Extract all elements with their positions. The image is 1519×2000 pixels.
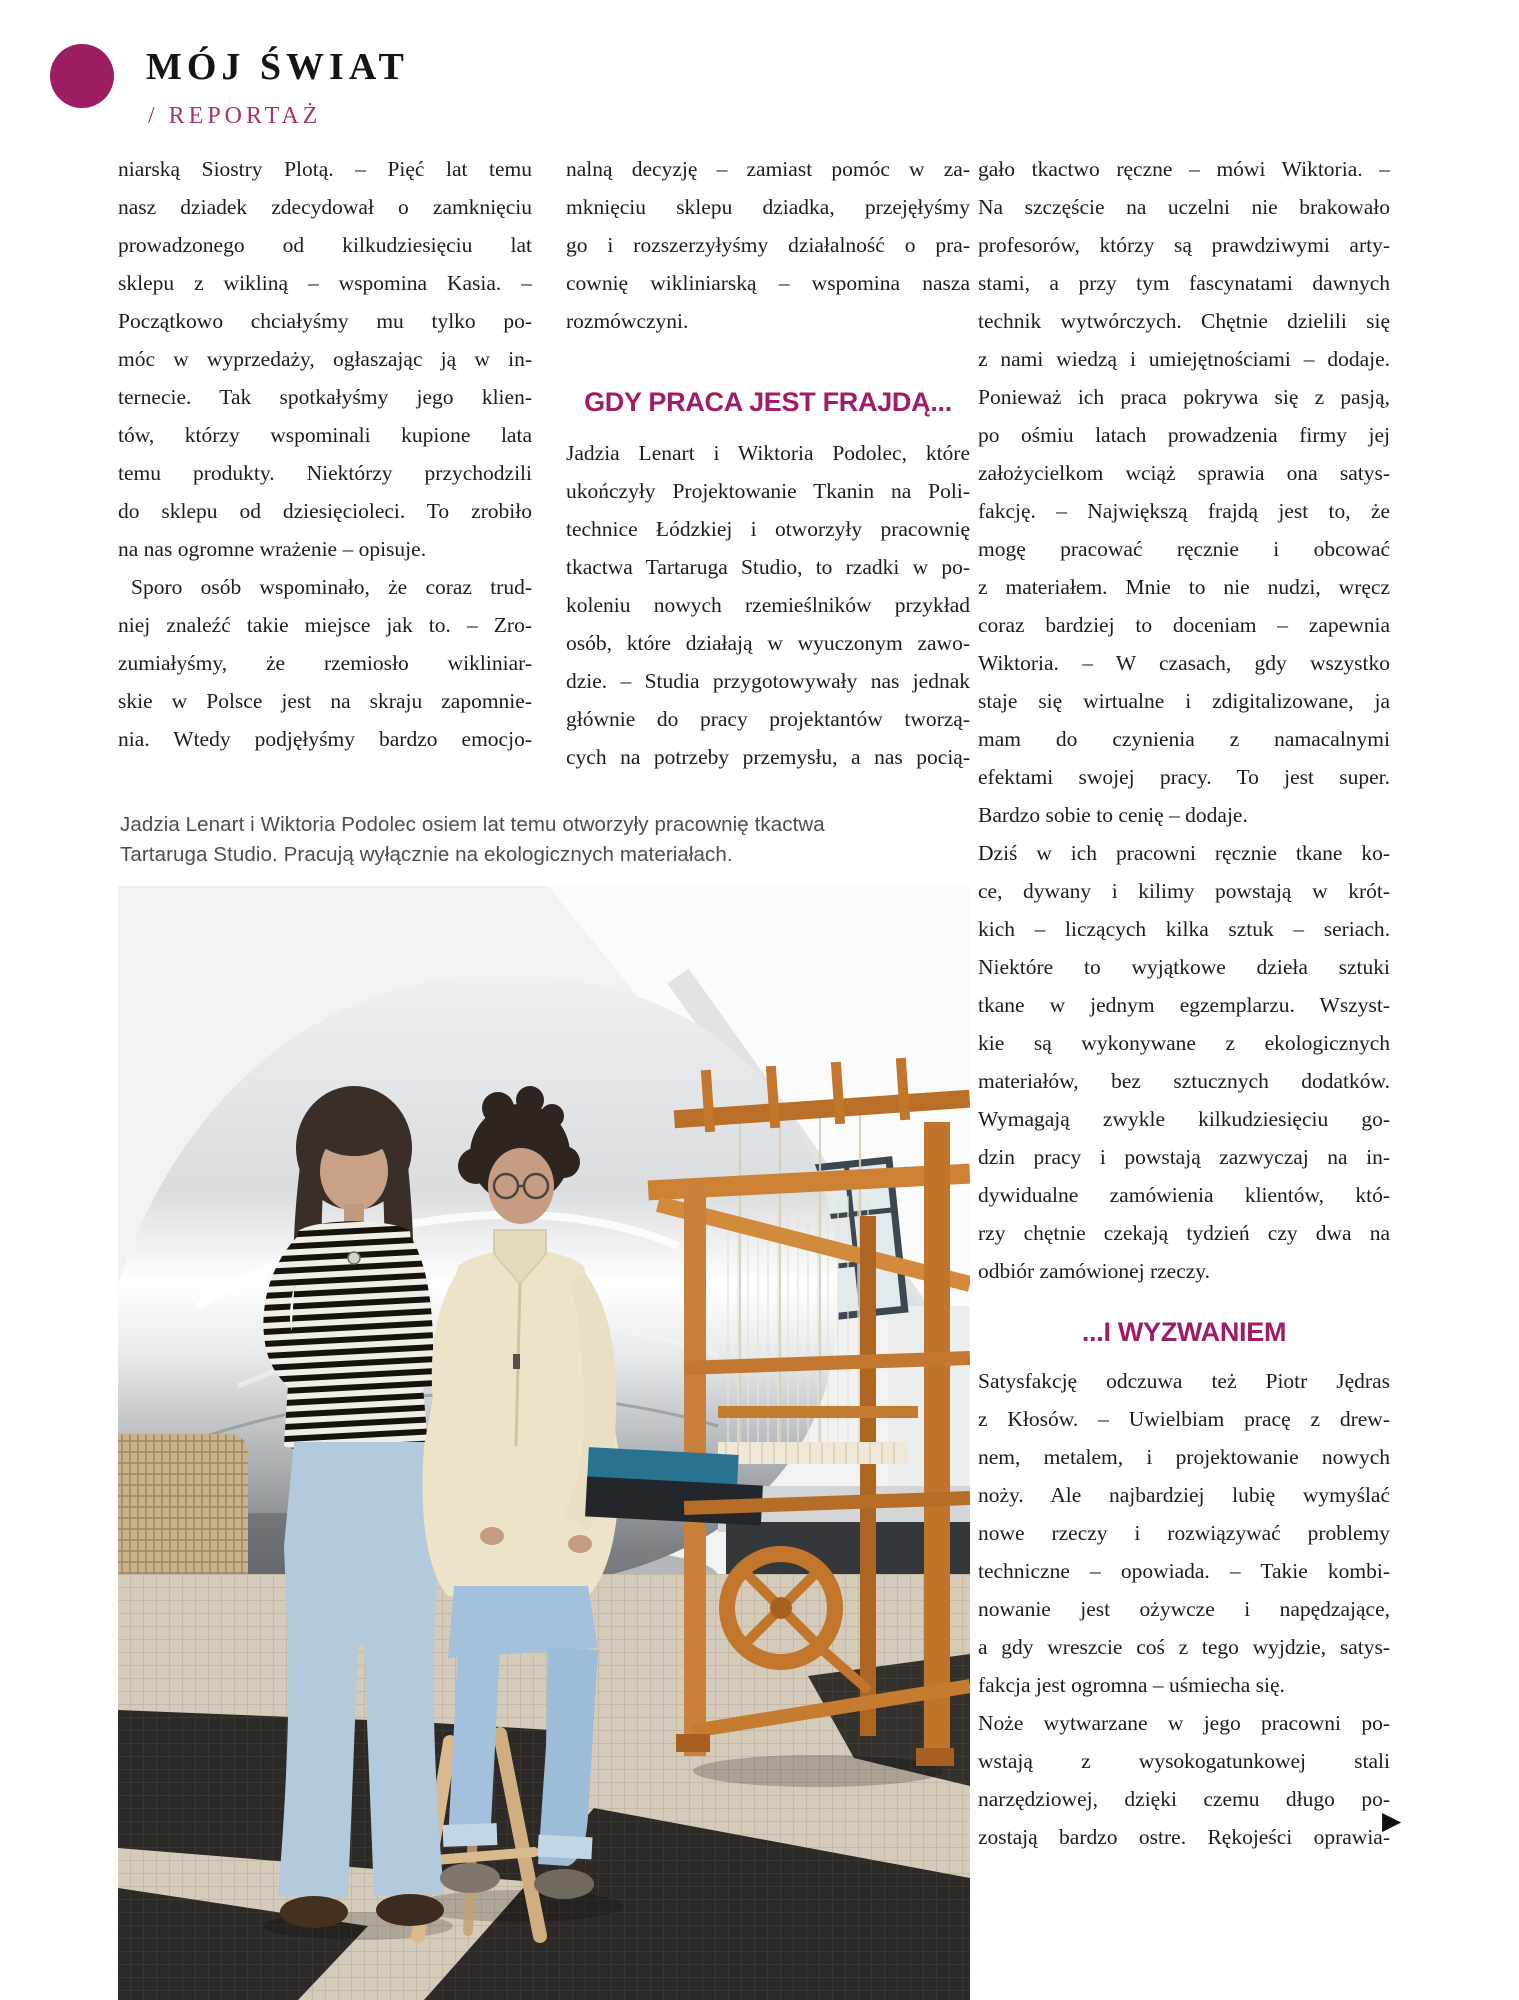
text-line: niarską Siostry Plotą. – Pięć lat temu — [118, 157, 532, 181]
paragraph-group — [978, 150, 1390, 1290]
text-line: z Kłosów. – Uwielbiam pracę z drew- — [978, 1407, 1390, 1431]
text-line: osób, które działają w wyuczonym zawo- — [566, 631, 970, 655]
paragraph — [978, 1362, 1390, 1704]
text-line: technice Łódzkiej i otworzyły pracownię — [566, 517, 970, 541]
text-line: nasz dziadek zdecydował o zamknięciu — [118, 195, 532, 219]
text-line: Wiktoria. – W czasach, gdy wszystko — [978, 651, 1390, 675]
text-line: cych na potrzeby przemysłu, a nas pocią- — [566, 745, 970, 769]
text-line: założycielkom wciąż sprawia ona satys- — [978, 461, 1390, 485]
paragraph — [978, 1704, 1390, 1856]
text-line: nalną decyzję – zamiast pomóc w za- — [566, 157, 970, 181]
text-line: dywidualne zamówienia klientów, któ- — [978, 1183, 1390, 1207]
photo-caption-line: Jadzia Lenart i Wiktoria Podolec osiem lat temu otworzyły pracownię tkactwa — [120, 813, 825, 836]
paragraph — [978, 834, 1390, 1290]
text-line: nowe rzeczy i rozwiązywać problemy — [978, 1521, 1390, 1545]
section-title: MÓJ ŚWIAT — [146, 46, 409, 88]
text-line: profesorów, którzy są prawdziwymi arty- — [978, 233, 1390, 257]
text-line: móc w wyprzedaży, ogłaszając ją w in- — [118, 347, 532, 371]
article-photo-illustration — [118, 886, 970, 2000]
subheading-challenge: ...I WYZWANIEM — [1081, 1317, 1287, 1347]
text-line: Ponieważ ich praca pokrywa się z pasją, — [978, 385, 1390, 409]
text-line: tkane w jednym egzemplarzu. Wszyst- — [978, 993, 1390, 1017]
text-line: materiałów, bez sztucznych dodatków. — [978, 1069, 1390, 1093]
text-line: Wymagają zwykle kilkudziesięciu go- — [978, 1107, 1390, 1131]
text-line: z materiałem. Mnie to nie nudzi, wręcz — [978, 575, 1390, 599]
text-line: efektami swojej pracy. To jest super. — [978, 765, 1390, 789]
text-column-1 — [118, 150, 532, 758]
text-line: ternecie. Tak spotkałyśmy jego klien- — [118, 385, 532, 409]
text-line: Początkowo chciałyśmy mu tylko po- — [118, 309, 532, 333]
text-line: techniczne – opowiada. – Takie kombi- — [978, 1559, 1390, 1583]
text-line: Noże wytwarzane w jego pracowni po- — [978, 1711, 1390, 1735]
text-line: Jadzia Lenart i Wiktoria Podolec, które — [566, 441, 970, 465]
text-line: tkactwa Tartaruga Studio, to rzadki w po- — [566, 555, 970, 579]
text-line: fakcję. – Największą frajdą jest to, że — [978, 499, 1390, 523]
text-line: ce, dywany i kilimy powstają w krót- — [978, 879, 1390, 903]
text-line: go i rozszerzyłyśmy działalność o pra- — [566, 233, 970, 257]
text-line: prowadzonego od kilkudziesięciu lat — [118, 233, 532, 257]
text-line: kie są wykonywane z ekologicznych — [978, 1031, 1390, 1055]
paragraph — [978, 150, 1390, 834]
text-line: coraz bardziej to doceniam – zapewnia — [978, 613, 1390, 637]
paragraph — [566, 150, 970, 340]
text-line: temu produkty. Niektórzy przychodzili — [118, 461, 532, 485]
text-line: skie w Polsce jest na skraju zapomnie- — [118, 689, 532, 713]
text-line: narzędziowej, dzięki czemu długo po- — [978, 1787, 1390, 1811]
text-line: po ośmiu latach prowadzenia firmy jej — [978, 423, 1390, 447]
text-line: Bardzo sobie to cenię – dodaje. — [978, 803, 1248, 827]
text-line: z nami wiedzą i umiejętnościami – dodaje. — [978, 347, 1390, 371]
text-line: zostają bardzo ostre. Rękojeści oprawia- — [978, 1825, 1390, 1849]
text-line: mknięciu sklepu dziadka, przejęłyśmy — [566, 195, 970, 219]
paragraph — [566, 434, 970, 776]
text-line: zumiałyśmy, że rzemiosło wikliniar- — [118, 651, 532, 675]
text-line: rozmówczyni. — [566, 309, 689, 333]
text-line: nowanie jest ożywcze i napędzające, — [978, 1597, 1390, 1621]
text-column-3 — [978, 150, 1390, 1856]
text-line: noży. Ale najbardziej lubię wymyślać — [978, 1483, 1390, 1507]
text-line: nem, metalem, i projektowanie nowych — [978, 1445, 1390, 1469]
photo-caption — [120, 810, 880, 870]
text-line: odbiór zamówionej rzeczy. — [978, 1259, 1211, 1283]
text-line: dzie. – Studia przygotowywały nas jednak — [566, 669, 970, 693]
text-line: kich – liczących kilka sztuk – seriach. — [978, 917, 1390, 941]
text-line: nia. Wtedy podjęłyśmy bardzo emocjo- — [118, 727, 532, 751]
paragraph-group — [566, 150, 970, 340]
section-kicker: / REPORTAŻ — [148, 103, 322, 129]
brand-dot — [50, 44, 114, 108]
photo-caption-line: Tartaruga Studio. Pracują wyłącznie na ekologicznych materiałach. — [120, 843, 733, 866]
text-line: cownię wikliniarską – wspomina nasza — [566, 271, 970, 295]
text-line: Niektóre to wyjątkowe dzieła sztuki — [978, 955, 1390, 979]
text-line: Satysfakcję odczuwa też Piotr Jędras — [978, 1369, 1390, 1393]
paragraph-group — [978, 1362, 1390, 1856]
text-line: gało tkactwo ręczne – mówi Wiktoria. – — [978, 157, 1390, 181]
paragraph — [118, 568, 532, 758]
text-line: tów, którzy wspominali kupione lata — [118, 423, 532, 447]
continuation-arrow-icon: ▶ — [1382, 1806, 1402, 1835]
text-line: staje się wirtualne i zdigitalizowane, ja — [978, 689, 1390, 713]
text-line: mogę pracować ręcznie i obcować — [978, 537, 1390, 561]
text-line: rzy chętnie czekają tydzień czy dwa na — [978, 1221, 1390, 1245]
paragraph — [118, 150, 532, 568]
text-line: na nas ogromne wrażenie – opisuje. — [118, 537, 427, 561]
text-column-2 — [566, 150, 970, 776]
article-photo — [118, 886, 970, 2000]
text-line: ukończyły Projektowanie Tkanin na Poli- — [566, 479, 970, 503]
text-line: do sklepu od dziesięcioleci. To zrobiło — [118, 499, 532, 523]
text-line: Na szczęście na uczelni nie brakowało — [978, 195, 1390, 219]
text-line: Sporo osób wspominało, że coraz trud- — [131, 575, 532, 599]
text-line: fakcja jest ogromna – uśmiecha się. — [978, 1673, 1285, 1697]
text-line: Dziś w ich pracowni ręcznie tkane ko- — [978, 841, 1390, 865]
text-line: dzin pracy i powstają zazwyczaj na in- — [978, 1145, 1390, 1169]
text-line: niej znaleźć takie miejsce jak to. – Zro- — [118, 613, 532, 637]
text-line: technik wytwórczych. Chętnie dzielili się — [978, 309, 1390, 333]
text-line: głównie do pracy projektantów tworzą- — [566, 707, 970, 731]
text-line: stami, a przy tym fascynatami dawnych — [978, 271, 1390, 295]
paragraph-group — [566, 434, 970, 776]
text-line: wstają z wysokogatunkowej stali — [978, 1749, 1390, 1773]
subheading-work-fun: GDY PRACA JEST FRAJDĄ... — [584, 387, 952, 417]
text-line: koleniu nowych rzemieślników przykład — [566, 593, 970, 617]
text-line: mam do czynienia z namacalnymi — [978, 727, 1390, 751]
text-line: a gdy wreszcie coś z tego wyjdzie, satys- — [978, 1635, 1390, 1659]
text-line: sklepu z wikliną – wspomina Kasia. – — [118, 271, 532, 295]
